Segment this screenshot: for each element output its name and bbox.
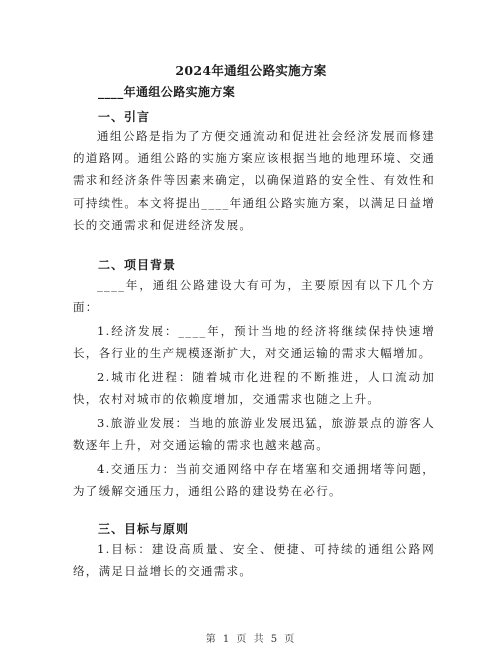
section-heading-intro: 一、引言	[98, 110, 151, 124]
background-item-1: 1.经济发展：____年，预计当地的经济将继续保持快速增长，各行业的生产规模逐渐扩大，对交通运输的需求大幅增加。	[73, 324, 435, 361]
page-footer: 第 1 页 共 5 页	[205, 634, 297, 645]
background-item-4: 4.交通压力：当前交通网络中存在堵塞和交通拥堵等问题，为了缓解交通压力，通组公路的建设势在必行。	[73, 462, 435, 499]
document-subtitle: ____年通组公路实施方案	[98, 85, 236, 99]
background-item-2: 2.城市化进程：随着城市化进程的不断推进，人口流动加快，农村对城市的依赖度增加，交通需求也随之上升。	[73, 370, 435, 407]
document-title: 2024年通组公路实施方案	[175, 63, 327, 78]
goals-item-1: 1.目标：建设高质量、安全、便捷、可持续的通组公路网络，满足日益增长的交通需求。	[73, 542, 435, 579]
background-item-3: 3.旅游业发展：当地的旅游业发展迅猛，旅游景点的游客人数逐年上升，对交通运输的需求也越来越高。	[73, 416, 435, 453]
intro-paragraph: 通组公路是指为了方便交通流动和促进社会经济发展而修建的道路网。通组公路的实施方案应该根据当地的地理环境、交通需求和经济条件等因素来确定，以确保道路的安全性、有效性和可持续性。本文将提出____年通组公路实施方案，以满足日益增长的交通需求和促进经济发展。	[73, 129, 435, 232]
section-heading-background: 二、项目背景	[98, 258, 177, 272]
background-intro-paragraph: ____年，通组公路建设大有可为，主要原因有以下几个方面：	[73, 278, 435, 315]
section-heading-goals: 三、目标与原则	[98, 522, 190, 536]
